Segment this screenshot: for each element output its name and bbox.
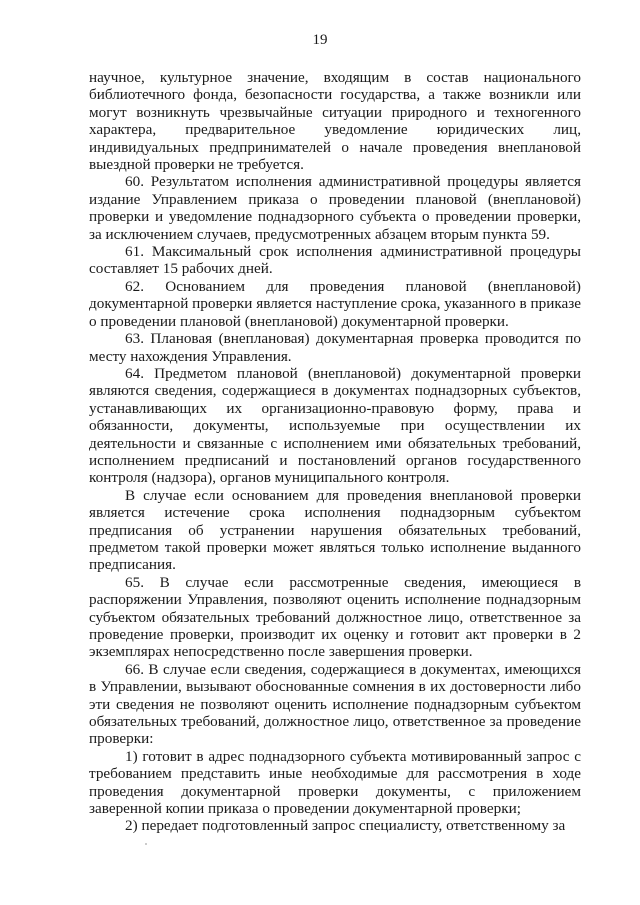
paragraph-item-64-extra: В случае если основанием для проведения внеплановой проверки является истечение срока исполнения поднадзорным субъектом предписания об устранении нарушения обязательных требований, предметом такой проверки может являться только исполнение выданного предписания. (89, 486, 581, 574)
list-item-1: 1) готовит в адрес поднадзорного субъекта мотивированный запрос с требованием представить иные необходимые для рассмотрения в ходе проведения документарной проверки документы, с приложением заверенной копии приказа о проведении документарной проверки; (89, 747, 581, 818)
paragraph-item-62: 62. Основанием для проведения плановой (внеплановой) документарной проверки является наступление срока, указанного в приказе о проведении плановой (внеплановой) документарной проверки. (89, 277, 581, 330)
scan-speck (145, 843, 147, 845)
page-number: 19 (312, 32, 328, 48)
paragraph-item-66: 66. В случае если сведения, содержащиеся в документах, имеющихся в Управлении, вызывают обоснованные сомнения в их достоверности либо эти сведения не позволяют оценить исполнение поднадзорным субъектом обязательных требований, должностное лицо, ответственное за проведение проверки: (89, 660, 581, 748)
paragraph-continuation: научное, культурное значение, входящим в состав национального библиотечного фонда, безопасности государства, а также возникли или могут возникнуть чрезвычайные ситуации природного и техногенного характера, предварительное уведомление юридических лиц, индивидуальных предпринимателей о начале проведения внеплановой выездной проверки не требуется. (89, 69, 581, 174)
paragraph-item-65: 65. В случае если рассмотренные сведения, имеющиеся в распоряжении Управления, позволяют оценить исполнение поднадзорным субъектом обязательных требований должностное лицо, ответственное за проведение проверки, производит их оценку и готовит акт проверки в 2 экземплярах непосредственно после завершения проверки. (89, 573, 581, 661)
paragraph-item-61: 61. Максимальный срок исполнения административной процедуры составляет 15 рабочих дней. (89, 243, 581, 278)
paragraph-item-64: 64. Предметом плановой (внеплановой) документарной проверки являются сведения, содержащиеся в документах поднадзорных субъектов, устанавливающих их организационно-правовую форму, права и обязанности, документы, используемые при осуществлении их деятельности и связанные с исполнением ими обязательных требований, исполнением предписаний и постановлений органов государственного контроля (надзора), органов муниципального контроля. (89, 364, 581, 487)
list-item-2: 2) передает подготовленный запрос специалисту, ответственному за (125, 817, 566, 835)
paragraph-item-63: 63. Плановая (внеплановая) документарная проверка проводится по месту нахождения Управления. (89, 330, 581, 365)
document-body (89, 69, 581, 835)
paragraph-item-60: 60. Результатом исполнения административной процедуры является издание Управлением приказа о проведении плановой (внеплановой) проверки и уведомление поднадзорного субъекта о проведении проверки, за исключением случаев, предусмотренных абзацем вторым пункта 59. (89, 173, 581, 243)
